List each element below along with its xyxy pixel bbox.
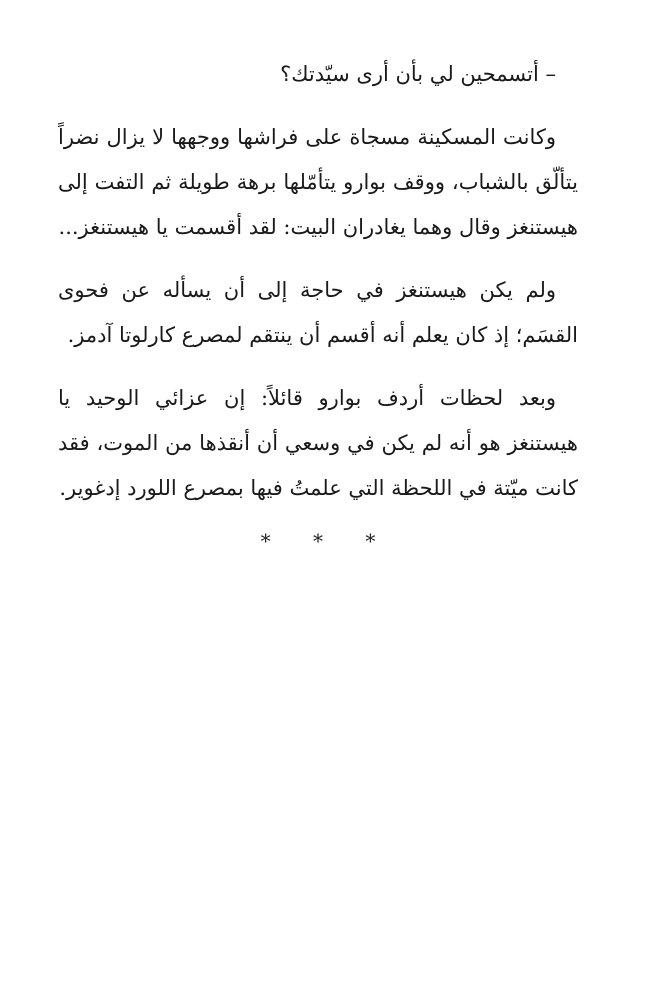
section-separator: * * * xyxy=(260,529,394,553)
paragraph-1: وكانت المسكينة مسجاة على فراشها ووجهها لا يزال نضراً يتألّق بالشباب، ووقف بوارو يتأمّلها برهة طويلة ثم التفت إلى هيستنغز وقال وهما يغادران البيت: لقد أقسمت يا هيستنغز... xyxy=(58,125,578,239)
document-page xyxy=(58,52,578,553)
dialogue-line: – أتسمحين لي بأن أرى سيّدتك؟ xyxy=(280,62,556,86)
paragraph-3: وبعد لحظات أردف بوارو قائلاً: إن عزائي الوحيد يا هيستنغز هو أنه لم يكن في وسعي أن أنقذها من الموت، فقد كانت ميّتة في اللحظة التي علمتُ فيها بمصرع اللورد إدغوير. xyxy=(58,386,578,500)
paragraph-2: ولم يكن هيستنغز في حاجة إلى أن يسأله عن فحوى القسَم؛ إذ كان يعلم أنه أقسم أن ينتقم لمصرع كارلوتا آدمز. xyxy=(58,278,578,347)
